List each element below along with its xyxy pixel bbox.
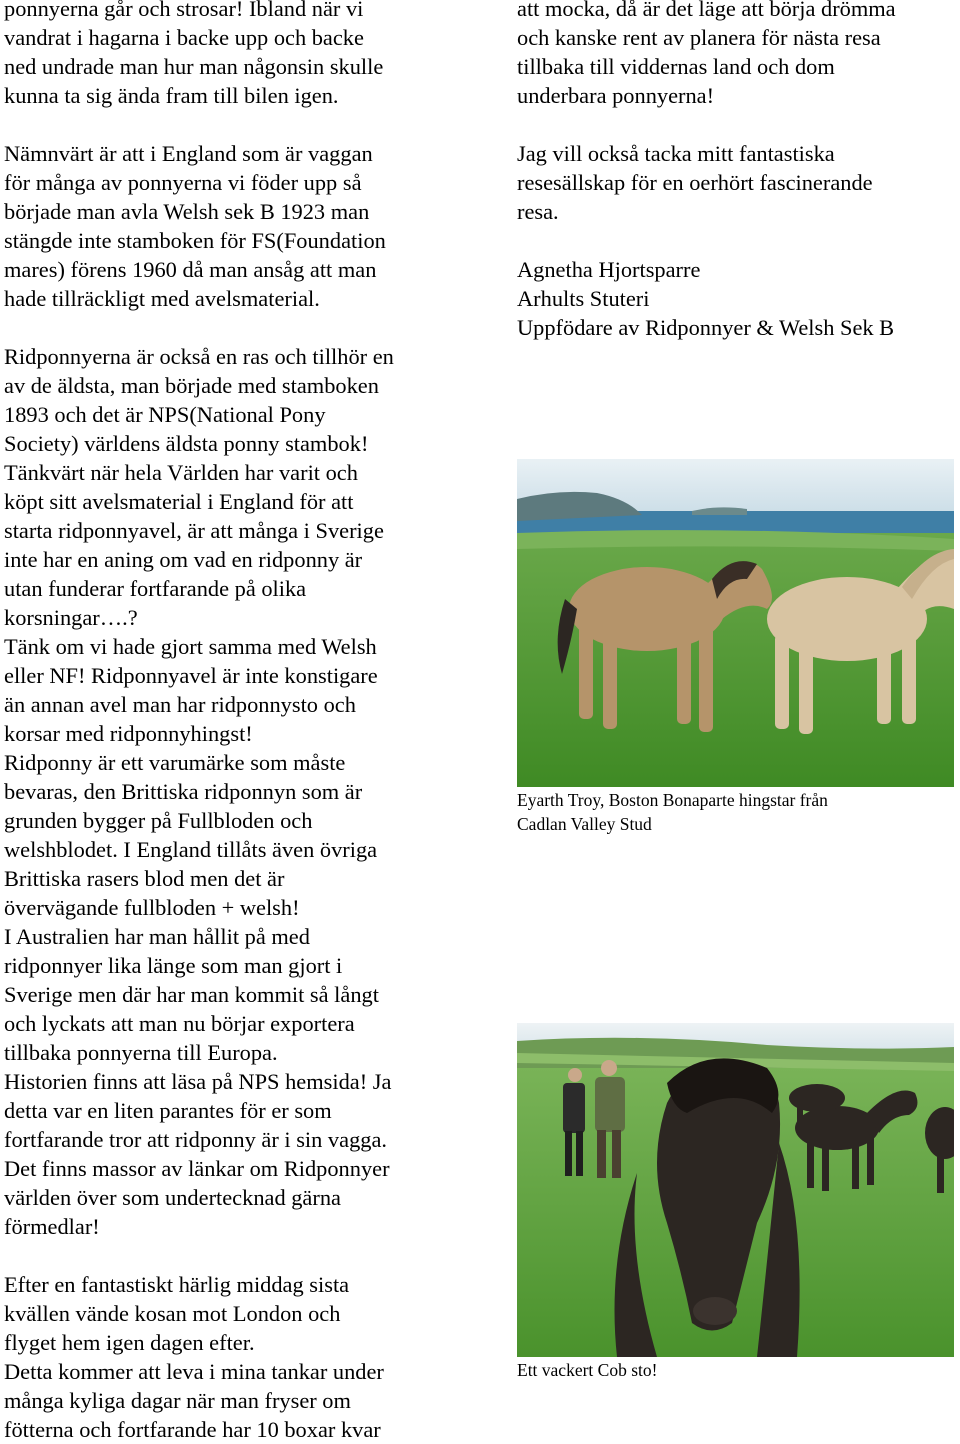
photo-cob-mare [517,1023,954,1357]
right-column [517,0,957,342]
left-column [4,0,474,1444]
photo1-caption: Eyarth Troy, Boston Bonaparte hingstar från Cadlan Valley Stud [517,790,828,834]
paragraph-welsh-history: Nämnvärt är att i England som är vaggan för många av ponnyerna vi föder upp så började man avla Welsh sek B 1923 man stängde inte stamboken för FS(Foundation mares) förens 1960 då man ansåg att man hade tillräckligt med avelsmaterial. [4,141,386,311]
signature: Agnetha Hjortsparre Arhults Stuteri Uppfödare av Ridponnyer & Welsh Sek B [517,257,895,340]
paragraph-ridponny: Ridponnyerna är också en ras och tillhör en av de äldsta, man började med stamboken 1893 och det är NPS(National Pony Society) världens äldsta ponny stambok! Tänkvärt när hela Världen har varit och köpt sitt avelsmaterial i England för att starta ridponnyavel, är att många i Sverige inte har en aning om vad en ridponny är utan funderar fortfarande på olika korsningar….? Tänk om vi hade gjort samma med Welsh eller NF! Ridponnyavel är inte konstigare än annan avel man har ridponnysto och korsar med ridponnyhingst! Ridponny är ett varumärke som måste bevaras, den Brittiska ridponnyn som är grunden bygger på Fullbloden och welshblodet. I England tillåts även övriga Brittiska rasers blod men det är övervägande fullbloden + welsh! I Australien har man hållit på med ridponnyer lika länge som man gjort i Sverige men där har man kommit så långt och lyckats att man nu börjar exportera tillbaka ponnyerna till Europa. Historien finns att läsa på NPS hemsida! Ja detta var en liten parantes för er som fortfarande tror att ridponny är i sin vagga. Det finns massor av länkar om Ridponnyer världen över som undertecknad gärna förmedlar! [4,344,394,1239]
photo2-caption: Ett vackert Cob sto! [517,1360,658,1380]
photo-ponies-coast [517,459,954,787]
paragraph-thanks: Jag vill också tacka mitt fantastiska resesällskap för en oerhört fascinerande resa. [517,141,873,224]
paragraph-dream: att mocka, då är det läge att börja drömma och kanske rent av planera för nästa resa tillbaka till viddernas land och dom underbara ponnyerna! [517,0,896,108]
paragraph-hill-walk: ponnyerna går och strosar! Ibland när vi vandrat i hagarna i backe upp och backe ned undrade man hur man någonsin skulle kunna ta sig ända fram till bilen igen. [4,0,384,108]
paragraph-dinner: Efter en fantastiskt härlig middag sista kvällen vände kosan mot London och flyget hem igen dagen efter. Detta kommer att leva i mina tankar under många kyliga dagar när man fryser om fötterna och fortfarande har 10 boxar kvar [4,1272,384,1442]
